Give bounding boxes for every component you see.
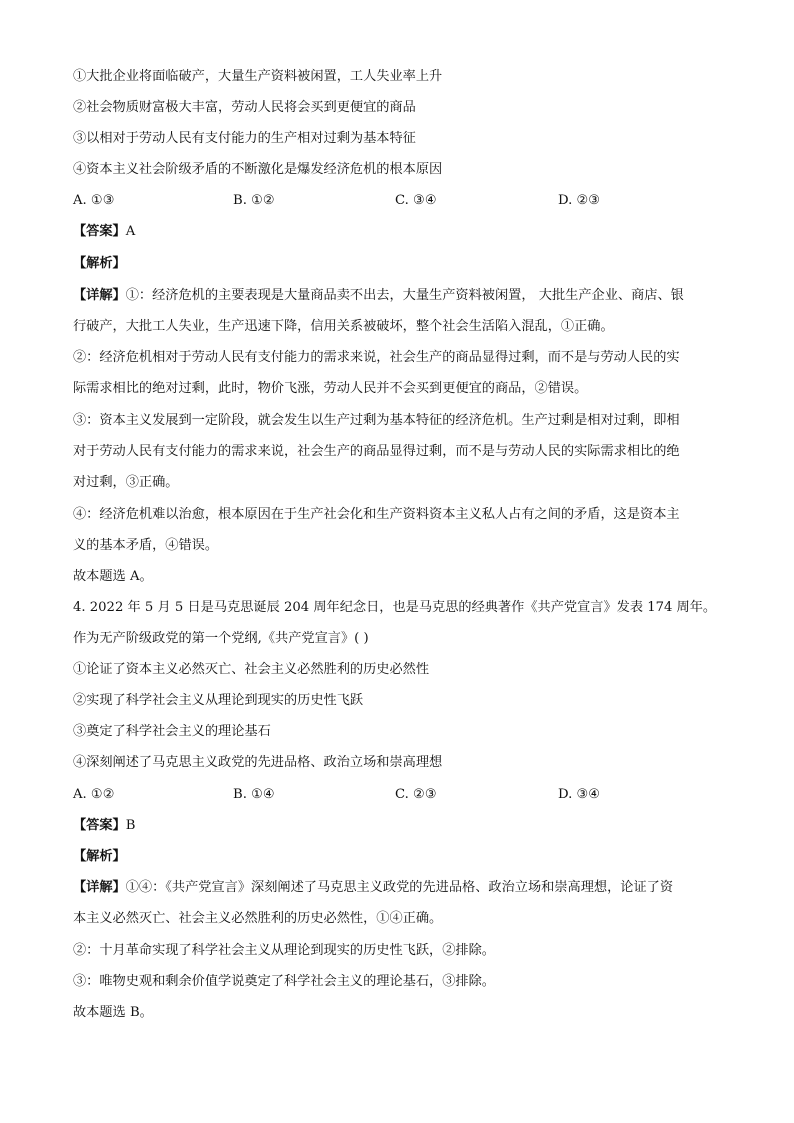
q3-option-d: D. ②③ [558, 193, 601, 208]
answer-label: 【答案】 [73, 818, 126, 833]
q3-statement-1: ①大批企业将面临破产，大量生产资料被闲置，工人失业率上升 [73, 69, 443, 84]
q4-statement-1: ①论证了资本主义必然灭亡、社会主义必然胜利的历史必然性 [73, 662, 430, 677]
q4-options [73, 785, 723, 805]
q4-detail-line-3: ②：十月革命实现了科学社会主义从理论到现实的历史性飞跃，②排除。 [73, 943, 495, 958]
q4-stem-line-1: 4. 2022 年 5 月 5 日是马克思诞辰 204 周年纪念日，也是马克思的经典著作《共产党宣言》发表 174 周年。 [73, 600, 717, 615]
answer-label: 【答案】 [73, 224, 126, 239]
q3-answer [73, 222, 135, 242]
q3-analysis-label: 【解析】 [73, 256, 126, 271]
q3-detail-line-9: 义的基本矛盾，④错误。 [73, 538, 219, 553]
q3-statement-3: ③以相对于劳动人民有支付能力的生产相对过剩为基本特征 [73, 131, 416, 146]
q3-conclusion: 故本题选 A。 [73, 569, 153, 584]
q3-option-a: A. ①③ [73, 193, 115, 208]
q4-option-d: D. ③④ [558, 787, 601, 802]
q4-statement-4: ④深刻阐述了马克思主义政党的先进品格、政治立场和崇高理想 [73, 755, 443, 770]
q3-statement-2: ②社会物质财富极大丰富，劳动人民将会买到更便宜的商品 [73, 100, 416, 115]
q4-detail-line-2: 本主义必然灭亡、社会主义必然胜利的历史必然性，①④正确。 [73, 911, 443, 926]
q4-detail-line-4: ③：唯物史观和剩余价值学说奠定了科学社会主义的理论基石，③排除。 [73, 974, 495, 989]
q3-detail-line-2: 行破产，大批工人失业，生产迅速下降，信用关系被破坏，整个社会生活陷入混乱，①正确。 [73, 319, 614, 334]
q4-option-c: C. ②③ [395, 787, 437, 802]
q4-analysis-label: 【解析】 [73, 849, 126, 864]
q3-detail-line-4: 际需求相比的绝对过剩，此时，物价飞涨，劳动人民并不会买到更便宜的商品，②错误。 [73, 381, 588, 396]
q3-detail-line-8: ④：经济危机难以治愈，根本原因在于生产社会化和生产资料资本主义私人占有之间的矛盾，这是资本主 [73, 507, 680, 522]
q3-detail-line-5: ③：资本主义发展到一定阶段，就会发生以生产过剩为基本特征的经济危机。生产过剩是相对过剩，即相 [73, 413, 680, 428]
q4-option-b: B. ①④ [233, 787, 275, 802]
q4-answer-value: B [125, 818, 136, 833]
q4-stem-line-2: 作为无产阶级政党的第一个党纲,《共产党宣言》( ) [73, 631, 369, 646]
q3-options [73, 191, 723, 211]
q4-statement-3: ③奠定了科学社会主义的理论基石 [73, 724, 271, 739]
q4-conclusion: 故本题选 B。 [73, 1005, 153, 1020]
q3-option-b: B. ①② [233, 193, 275, 208]
q4-statement-2: ②实现了科学社会主义从理论到现实的历史性飞跃 [73, 693, 364, 708]
q3-option-c: C. ③④ [395, 193, 437, 208]
q3-detail-line-7: 对过剩，③正确。 [73, 475, 179, 490]
q3-answer-value: A [125, 224, 136, 239]
q4-answer [73, 816, 135, 836]
q3-detail-line-3: ②：经济危机相对于劳动人民有支付能力的需求来说，社会生产的商品显得过剩，而不是与劳动人民的实 [73, 350, 680, 365]
q4-detail-line-1: 【详解】①④：《共产党宣言》深刻阐述了马克思主义政党的先进品格、政治立场和崇高理想，论证了资 [73, 880, 674, 895]
detail-label: 【详解】 [73, 288, 126, 303]
q3-statement-4: ④资本主义社会阶级矛盾的不断激化是爆发经济危机的根本原因 [73, 162, 443, 177]
q3-detail-line-1: 【详解】①：经济危机的主要表现是大量商品卖不出去，大量生产资料被闲置， 大批生产企业、商店、银 [73, 288, 684, 303]
q4-option-a: A. ①② [73, 787, 115, 802]
q3-detail-line-6: 对于劳动人民有支付能力的需求来说，社会生产的商品显得过剩，而不是与劳动人民的实际需求相比的绝 [73, 444, 680, 459]
detail-label: 【详解】 [73, 880, 126, 895]
